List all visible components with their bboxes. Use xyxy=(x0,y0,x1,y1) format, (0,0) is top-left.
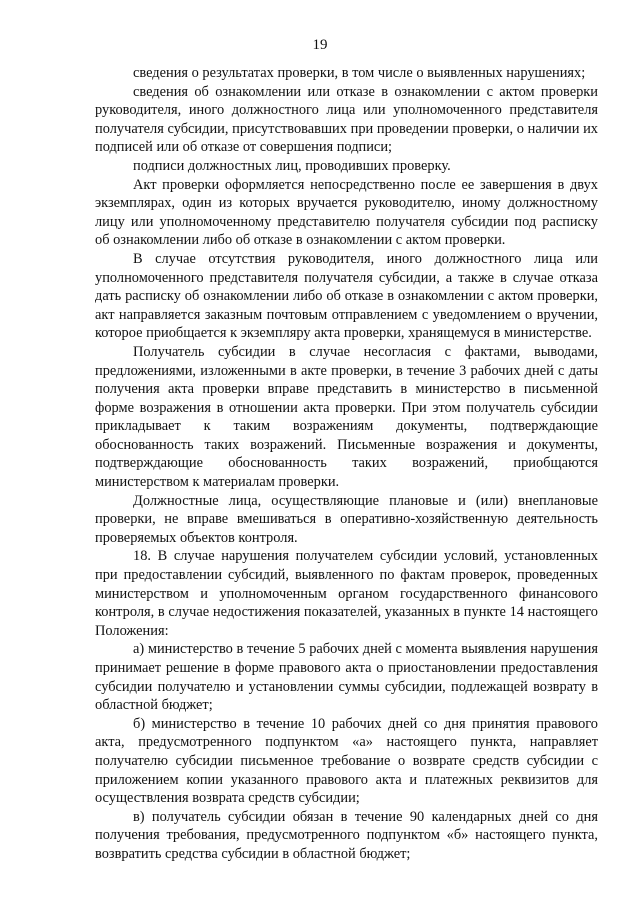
page-number: 19 xyxy=(312,37,328,53)
paragraph-objections: Получатель субсидии в случае несогласия с фактами, выводами, предложениями, изложенными в акте проверки, в течение 3 рабочих дней с даты получения акта проверки вправе представить в министерство в письменной форме возражения в отношении акта проверки. При этом получатель субсидии прикладывает к таким возражениям документы, подтверждающие обоснованность таких возражений. Письменные возражения и документы, подтверждающие обоснованность таких возражений, приобщаются министерством к материалам проверки. xyxy=(95,343,598,491)
paragraph-act-preparation: Акт проверки оформляется непосредственно после ее завершения в двух экземплярах, один из которых вручается руководителю, иному должностному лицу или уполномоченному представителю получателя субсидии под расписку об ознакомлении либо об отказе в ознакомлении с актом проверки. xyxy=(95,176,598,249)
paragraph-subclause-a: а) министерство в течение 5 рабочих дней с момента выявления нарушения принимает решение в форме правового акта о приостановлении предоставления субсидии получателю и установлении суммы субсидии, подлежащей возврату в областной бюджет; xyxy=(95,641,598,714)
paragraph-absence-case: В случае отсутствия руководителя, иного должностного лица или уполномоченного представителя получателя субсидии, а также в случае отказа дать расписку об ознакомлении либо об отказе в ознакомлении с актом проверки, акт направляется заказным почтовым отправлением с уведомлением о вручении, которое приобщается к экземпляру акта проверки, хранящемуся в министерстве. xyxy=(95,250,598,342)
paragraph-signatures: подписи должностных лиц, проводивших проверку. xyxy=(133,157,451,174)
paragraph-subclause-b: б) министерство в течение 10 рабочих дней со дня принятия правового акта, предусмотренного подпунктом «а» настоящего пункта, направляет получателю субсидии письменное требование о возврате средств субсидии с приложением копии указанного правового акта и платежных реквизитов для осуществления возврата средств субсидии; xyxy=(95,715,598,807)
paragraph-acknowledgement-info: сведения об ознакомлении или отказе в ознакомлении с актом проверки руководителя, иного должностного лица или уполномоченного представителя получателя субсидии, присутствовавших при проведении проверки, о наличии их подписей или об отказе от совершения подписи; xyxy=(95,83,598,156)
paragraph-subclause-v: в) получатель субсидии обязан в течение 90 календарных дней со дня получения требования, предусмотренного подпунктом «б» настоящего пункта, возвратить средства субсидии в областной бюджет; xyxy=(95,808,598,862)
paragraph-officials-restriction: Должностные лица, осуществляющие плановые и (или) внеплановые проверки, не вправе вмешиваться в оперативно-хозяйственную деятельность проверяемых объектов контроля. xyxy=(95,492,598,546)
document-body xyxy=(95,64,598,864)
paragraph-inspection-results: сведения о результатах проверки, в том числе о выявленных нарушениях; xyxy=(133,65,586,81)
paragraph-clause-18: 18. В случае нарушения получателем субсидии условий, установленных при предоставлении субсидий, выявленного по фактам проверок, проведенных министерством и уполномоченным органом государственного финансового контроля, в случае недостижения показателей, указанных в пункте 14 настоящего Положения: xyxy=(95,548,598,639)
